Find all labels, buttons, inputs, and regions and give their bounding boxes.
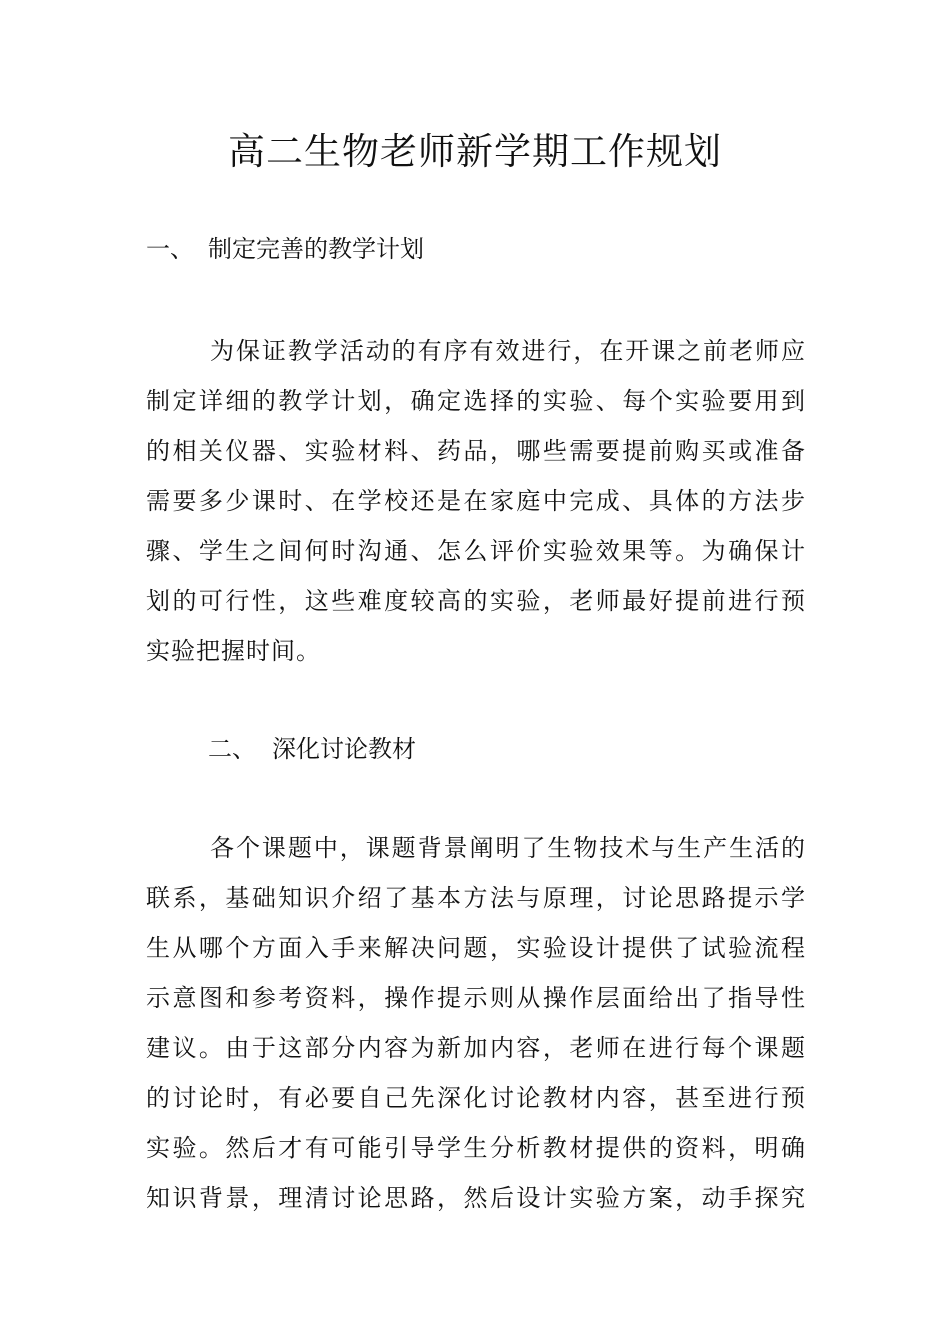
section-heading-text: 制定完善的教学计划: [208, 235, 424, 263]
paragraph-line: 划的可行性，这些难度较高的实验，老师最好提前进行预: [146, 587, 806, 615]
paragraph-line: 需要多少课时、在学校还是在家庭中完成、具体的方法步: [146, 487, 806, 515]
paragraph-line: 建议。由于这部分内容为新加内容，老师在进行每个课题: [146, 1034, 806, 1062]
section-number: 一、: [146, 235, 194, 263]
section-heading-1: [146, 232, 424, 266]
section-paragraph-2: [146, 823, 806, 1223]
paragraph-line: 示意图和参考资料，操作提示则从操作层面给出了指导性: [146, 984, 806, 1012]
paragraph-line: 制定详细的教学计划，确定选择的实验、每个实验要用到: [146, 387, 806, 415]
paragraph-line: 的讨论时，有必要自己先深化讨论教材内容，甚至进行预: [146, 1084, 806, 1112]
paragraph-line: 实验把握时间。: [146, 637, 321, 665]
paragraph-line: 骤、学生之间何时沟通、怎么评价实验效果等。为确保计: [146, 537, 806, 565]
paragraph-line: 各个课题中，课题背景阐明了生物技术与生产生活的: [210, 834, 806, 862]
paragraph-line: 知识背景，理清讨论思路，然后设计实验方案，动手探究: [146, 1184, 806, 1212]
paragraph-line: 为保证教学活动的有序有效进行，在开课之前老师应: [210, 337, 806, 365]
section-paragraph-1: [146, 326, 806, 676]
paragraph-line: 实验。然后才有可能引导学生分析教材提供的资料，明确: [146, 1134, 806, 1162]
paragraph-line: 的相关仪器、实验材料、药品，哪些需要提前购买或准备: [146, 437, 806, 465]
section-heading-2: [208, 732, 416, 766]
section-heading-text: 深化讨论教材: [272, 735, 416, 763]
paragraph-line: 联系，基础知识介绍了基本方法与原理，讨论思路提示学: [146, 884, 806, 912]
paragraph-line: 生从哪个方面入手来解决问题，实验设计提供了试验流程: [146, 934, 806, 962]
document-title: 高二生物老师新学期工作规划: [228, 130, 722, 173]
section-number: 二、: [208, 735, 256, 763]
